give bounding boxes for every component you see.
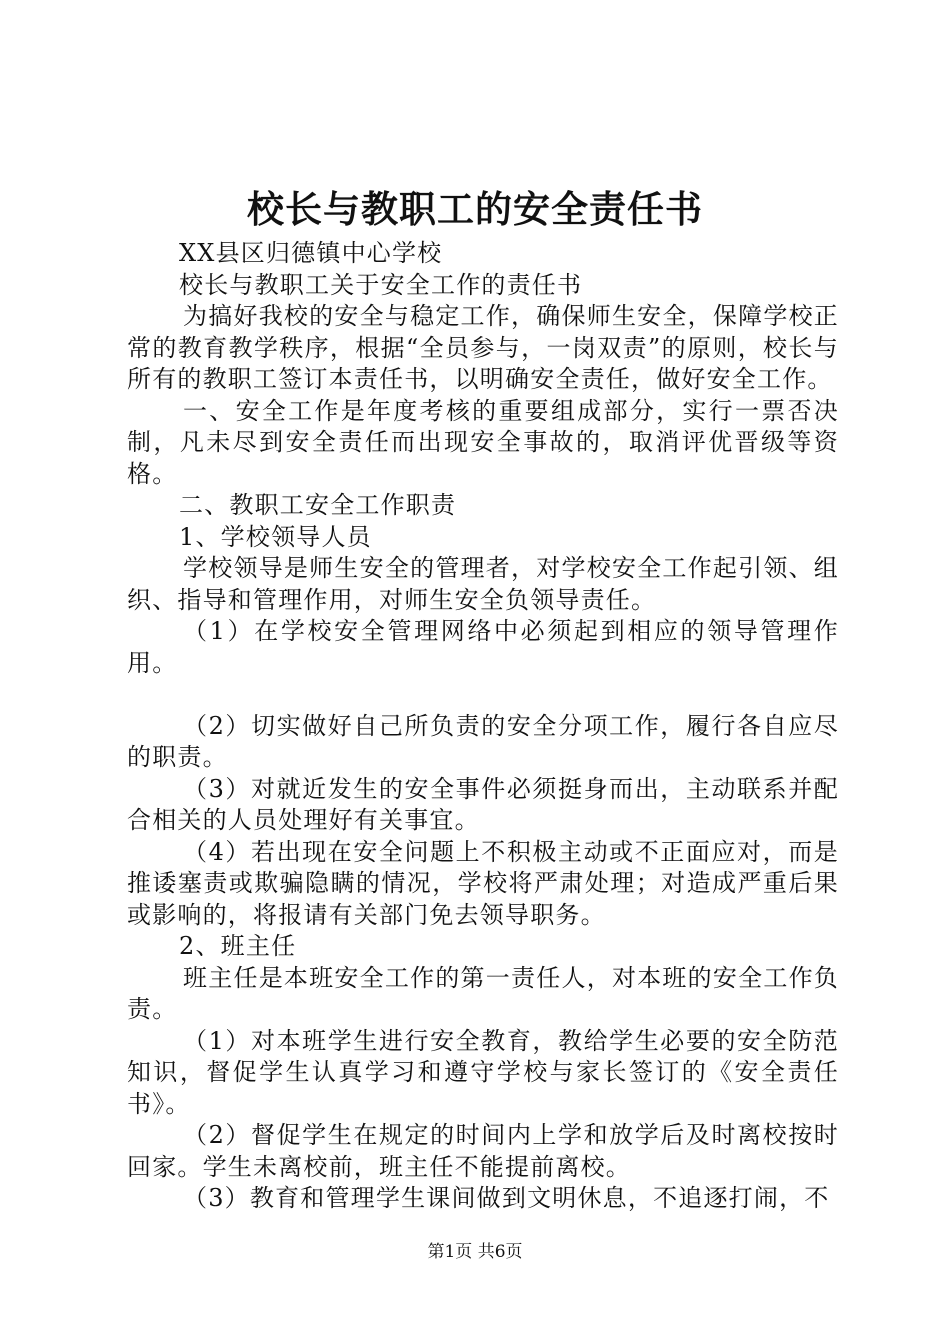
list-item-leader-1: （1）在学校安全管理网络中必须起到相应的领导管理作用。 <box>127 617 839 677</box>
list-item-teacher-1: （1）对本班学生进行安全教育，教给学生必要的安全防范知识，督促学生认真学习和遵守学校与家长签订的《安全责任书》。 <box>127 1026 839 1118</box>
document-title: 校长与教职工的安全责任书 <box>247 187 703 231</box>
paragraph-class-teacher: 班主任是本班安全工作的第一责任人，对本班的安全工作负责。 <box>127 963 839 1023</box>
heading-section-2: 二、教职工安全工作职责 <box>179 491 457 519</box>
document-body <box>127 238 839 1215</box>
list-item-leader-2: （2）切实做好自己所负责的安全分项工作，履行各自应尽的职责。 <box>127 711 839 771</box>
heading-class-teacher: 2、班主任 <box>179 932 297 960</box>
paragraph-school-leaders: 学校领导是师生安全的管理者，对学校安全工作起引领、组织、指导和管理作用，对师生安全负领导责任。 <box>127 554 839 614</box>
list-item-leader-3: （3）对就近发生的安全事件必须挺身而出，主动联系并配合相关的人员处理好有关事宜。 <box>127 774 839 834</box>
blank-line <box>127 679 839 711</box>
school-name: XX县区归德镇中心学校 <box>179 239 443 267</box>
list-item-leader-4: （4）若出现在安全问题上不积极主动或不正面应对，而是推诿塞责或欺骗隐瞒的情况，学校将严肃处理；对造成严重后果或影响的，将报请有关部门免去领导职务。 <box>127 837 839 929</box>
paragraph-intro: 为搞好我校的安全与稳定工作，确保师生安全，保障学校正常的教育教学秩序，根据“全员参与，一岗双责”的原则，校长与所有的教职工签订本责任书，以明确安全责任，做好安全工作。 <box>127 302 839 393</box>
subtitle: 校长与教职工关于安全工作的责任书 <box>179 270 583 299</box>
list-item-teacher-3: （3）教育和管理学生课间做到文明休息，不追逐打闹，不 <box>183 1184 830 1212</box>
heading-school-leaders: 1、学校领导人员 <box>179 522 372 551</box>
list-item-teacher-2: （2）督促学生在规定的时间内上学和放学后及时离校按时回家。学生未离校前，班主任不能提前离校。 <box>127 1121 839 1181</box>
page-number: 第1页 共6页 <box>427 1242 523 1262</box>
paragraph-section-1: 一、安全工作是年度考核的重要组成部分，实行一票否决制，凡未尽到安全责任而出现安全事故的，取消评优晋级等资格。 <box>127 396 839 488</box>
